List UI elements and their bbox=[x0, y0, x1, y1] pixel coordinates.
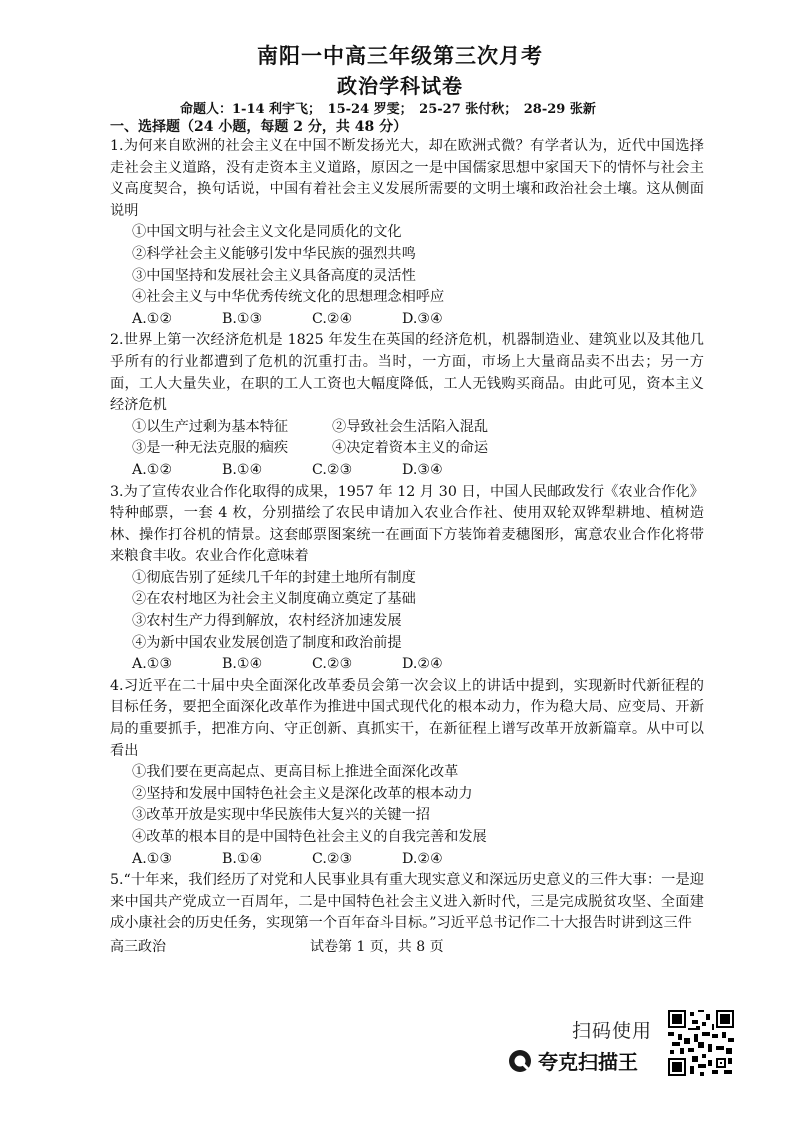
section-title: 一、选择题（24 小题，每题 2 分，共 48 分） bbox=[110, 119, 408, 135]
option: ③农村生产力得到解放，农村经济加速发展 bbox=[132, 613, 402, 630]
question-5 bbox=[110, 870, 704, 935]
question-stem: 2.世界上第一次经济危机是 1825 年发生在英国的经济危机，机器制造业、建筑业以及其他几乎所有的行业都遭到了危机的沉重打击。当时，一方面，市场上大量商品卖不出去；另一方面，工人大量失业，在职的工人工资也大幅度降低，工人无钱购买商品。由此可见，资本主义经济危机 bbox=[110, 332, 704, 414]
choice-a: A.①② bbox=[132, 310, 173, 327]
question-stem: 5.“十年来，我们经历了对党和人民事业具有重大现实意义和深远历史意义的三件大事：一是迎来中国共产党成立一百周年，二是中国特色社会主义进入新时代，三是完成脱贫攻坚、全面建成小康社会的历史任务，实现第一个百年奋斗目标。”习近平总书记作二十大报告时讲到这三件 bbox=[110, 872, 704, 932]
question-stem: 1.为何来自欧洲的社会主义在中国不断发扬光大，却在欧洲式微？有学者认为，近代中国选择走社会主义道路，没有走资本主义道路，原因之一是中国儒家思想中家国天下的情怀与社会主义高度契合，换句话说，中国有着社会主义发展所需要的文明土壤和政治社会土壤。这从侧面说明 bbox=[110, 138, 704, 219]
choice-a: A.①③ bbox=[132, 850, 173, 867]
choice-a: A.①③ bbox=[132, 656, 173, 673]
scan-to-use-text: 扫码使用 bbox=[572, 1020, 653, 1042]
option: ②导致社会生活陷入混乱 bbox=[332, 418, 489, 435]
option: ④社会主义与中华优秀传统文化的思想理念相呼应 bbox=[132, 289, 445, 306]
option-row bbox=[132, 438, 704, 460]
qr-code-icon[interactable] bbox=[668, 1010, 734, 1076]
question-3 bbox=[110, 482, 704, 676]
answer-choices bbox=[132, 654, 704, 676]
questions-body bbox=[110, 136, 704, 935]
choice-d: D.③④ bbox=[402, 310, 443, 327]
choice-c: C.②④ bbox=[312, 310, 353, 327]
footer-page-info: 试卷第 1 页，共 8 页 bbox=[310, 939, 444, 955]
option: ②在农村地区为社会主义制度确立奠定了基础 bbox=[132, 591, 416, 608]
brand-label: 夸克扫描王 bbox=[538, 1050, 638, 1074]
choice-c: C.②③ bbox=[312, 461, 353, 478]
option: ②坚持和发展中国特色社会主义是深化改革的根本动力 bbox=[132, 785, 473, 802]
question-4 bbox=[110, 676, 704, 870]
exam-subtitle: 政治学科试卷 bbox=[337, 74, 463, 98]
answer-choices bbox=[132, 460, 704, 482]
option: ④为新中国农业发展创造了制度和政治前提 bbox=[132, 634, 402, 651]
choice-d: D.③④ bbox=[402, 461, 443, 478]
option: ①彻底告别了延续几千年的封建土地所有制度 bbox=[132, 569, 416, 586]
answer-choices bbox=[132, 309, 704, 331]
question-stem: 3.为了宣传农业合作化取得的成果，1957 年 12 月 30 日，中国人民邮政发行《农业合作化》特种邮票，一套 4 枚，分别描绘了农民申请加入农业合作社、使用双轮双铧犁耕地、植树造林、操作打谷机的情景。这套邮票图案统一在画面下方装饰着麦穗图形，寓意农业合作化将带来粮食丰收。农业合作化意味着 bbox=[110, 483, 704, 565]
question-1 bbox=[110, 136, 704, 330]
question-stem: 4.习近平在二十届中央全面深化改革委员会第一次会议上的讲话中提到，实现新时代新征程的目标任务，要把全面深化改革作为推进中国式现代化的根本动力，作为稳大局、应变局、开新局的重要抓手，把准方向、守正创新、真抓实干，在新征程上谱写改革开放新篇章。从中可以看出 bbox=[110, 677, 704, 759]
choice-b: B.①④ bbox=[222, 656, 263, 673]
exam-title: 南阳一中高三年级第三次月考 bbox=[257, 43, 543, 68]
choice-a: A.①② bbox=[132, 461, 173, 478]
choice-c: C.②③ bbox=[312, 656, 353, 673]
question-2 bbox=[110, 330, 704, 481]
footer-subject: 高三政治 bbox=[110, 939, 166, 955]
option-row bbox=[132, 417, 704, 439]
choice-d: D.②④ bbox=[402, 656, 443, 673]
choice-d: D.②④ bbox=[402, 850, 443, 867]
option: ①中国文明与社会主义文化是同质化的文化 bbox=[132, 224, 402, 241]
option: ②科学社会主义能够引发中华民族的强烈共鸣 bbox=[132, 245, 416, 262]
choice-b: B.①④ bbox=[222, 461, 263, 478]
page-footer bbox=[110, 936, 670, 956]
choice-b: B.①③ bbox=[222, 310, 263, 327]
option: ①以生产过剩为基本特征 bbox=[132, 418, 289, 435]
scanner-brand bbox=[508, 1046, 638, 1075]
answer-choices bbox=[132, 849, 704, 871]
choice-c: C.②③ bbox=[312, 850, 353, 867]
option: ③是一种无法克服的痼疾 bbox=[132, 440, 289, 457]
choice-b: B.①④ bbox=[222, 850, 263, 867]
authors-line: 命题人：1-14 利宇飞； 15-24 罗雯； 25-27 张付秋； 28-29 张新 bbox=[180, 102, 596, 117]
quark-logo-icon bbox=[508, 1049, 532, 1073]
option: ①我们要在更高起点、更高目标上推进全面深化改革 bbox=[132, 764, 459, 781]
option: ④决定着资本主义的命运 bbox=[332, 440, 489, 457]
option: ④改革的根本目的是中国特色社会主义的自我完善和发展 bbox=[132, 829, 487, 845]
option: ③改革开放是实现中华民族伟大复兴的关键一招 bbox=[132, 807, 430, 824]
option: ③中国坚持和发展社会主义具备高度的灵活性 bbox=[132, 267, 416, 284]
